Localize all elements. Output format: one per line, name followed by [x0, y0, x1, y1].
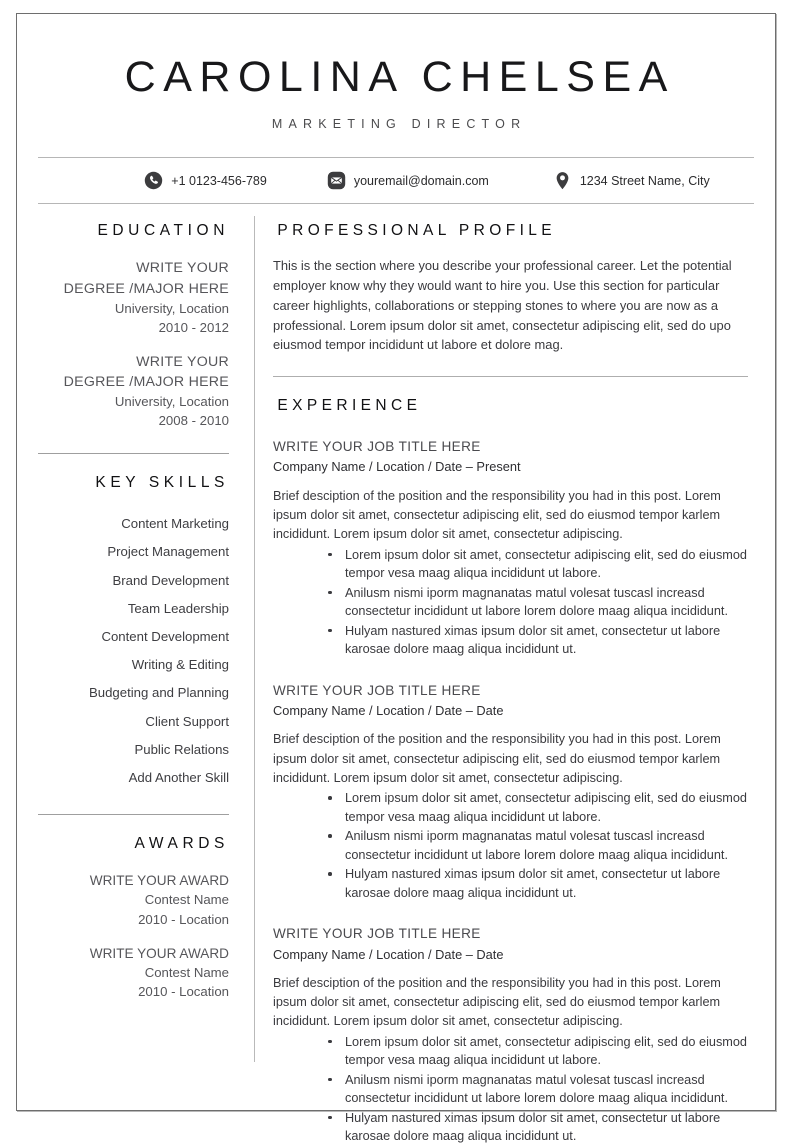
job-meta: Company Name / Location / Date – Date: [273, 946, 504, 962]
skill-item: Budgeting and Planning: [88, 685, 229, 701]
job-description: Brief desciption of the position and the responsibility you had in this post. Lorem ipsum dolor sit amet, consectetur adipiscing elit, sed do eiusmod tempor karlem incididunt. Lorem ipsum dolor sit amet, consectetur adipiscing.: [273, 975, 721, 1029]
education-entry: [38, 352, 229, 431]
award-title: WRITE YOUR AWARD: [89, 945, 229, 961]
job-description: Brief desciption of the position and the responsibility you had in this post. Lorem ipsum dolor sit amet, consectetur adipiscing elit, sed do eiusmod tempor karlem incididunt. Lorem ipsum dolor sit amet, consectetur adipiscing.: [273, 488, 721, 542]
experience-heading: EXPERIENCE: [277, 397, 422, 415]
sidebar-divider: [38, 453, 229, 454]
job-bullet: Lorem ipsum dolor sit amet, consectetur adipiscing elit, sed do eiusmod tempor vesa maag aliqua incididunt ut labore.: [328, 789, 748, 826]
job-bullet-list: [273, 1033, 748, 1146]
job-bullet: Hulyam nastured ximas ipsum dolor sit amet, consectetur ut labore karosae dolore maag aliqua incididunt ut.: [328, 622, 748, 659]
education-line2: DEGREE /MAJOR HERE: [63, 374, 229, 391]
contact-email-text: youremail@domain.com: [353, 173, 489, 188]
job-title: WRITE YOUR JOB TITLE HERE: [273, 439, 481, 455]
awards-heading: AWARDS: [134, 834, 229, 852]
job-bullet-list: [273, 546, 748, 659]
resume-header: [38, 14, 754, 131]
location-pin-icon: [553, 171, 572, 190]
education-institution: University, Location: [114, 300, 229, 316]
job-bullet: Hulyam nastured ximas ipsum dolor sit amet, consectetur ut labore karosae dolore maag aliqua incididunt ut.: [328, 865, 748, 902]
main-column: [255, 204, 754, 1144]
award-contest: Contest Name: [144, 965, 229, 981]
education-dates: 2010 - 2012: [158, 319, 229, 335]
job-meta: Company Name / Location / Date – Date: [273, 703, 504, 719]
section-education: [38, 222, 229, 430]
experience-entry: [273, 925, 748, 1146]
award-contest: Contest Name: [144, 892, 229, 908]
experience-entry: [273, 438, 748, 659]
education-dates: 2008 - 2010: [158, 413, 229, 429]
key-skills-heading: KEY SKILLS: [95, 473, 229, 491]
education-line1: WRITE YOUR: [136, 260, 229, 277]
profile-heading: PROFESSIONAL PROFILE: [277, 222, 557, 240]
education-line2: DEGREE /MAJOR HERE: [63, 280, 229, 297]
skill-item: Team Leadership: [127, 600, 229, 616]
contact-address[interactable]: [513, 171, 734, 190]
section-experience: [273, 397, 748, 1146]
job-bullet: Anilusm nismi iporm magnanatas matul volesat tuscasl increasd consectetur incididunt ut labore lorem dolore maag aliqua incididunt.: [328, 1071, 748, 1108]
education-institution: University, Location: [114, 394, 229, 410]
job-description: Brief desciption of the position and the responsibility you had in this post. Lorem ipsum dolor sit amet, consectetur adipiscing elit, sed do eiusmod tempor karlem incididunt. Lorem ipsum dolor sit amet, consectetur adipiscing.: [273, 732, 721, 785]
skill-item: Brand Development: [112, 572, 229, 588]
job-bullet: Anilusm nismi iporm magnanatas matul volesat tuscasl increasd consectetur incididunt ut labore lorem dolore maag aliqua incididunt.: [328, 827, 748, 864]
education-heading: EDUCATION: [97, 222, 229, 240]
job-bullet-list: [273, 789, 748, 902]
main-divider: [273, 376, 748, 377]
skill-item: Client Support: [145, 713, 229, 729]
job-meta: Company Name / Location / Date – Present: [273, 459, 521, 475]
contact-phone[interactable]: [58, 171, 291, 190]
resume-page: [16, 13, 776, 1144]
job-bullet: Anilusm nismi iporm magnanatas matul volesat tuscasl increasd consectetur incididunt ut labore lorem dolore maag aliqua incididunt.: [328, 584, 748, 621]
job-title: WRITE YOUR JOB TITLE HERE: [273, 682, 481, 698]
award-dates: 2010 - Location: [138, 911, 229, 927]
resume-body: [38, 204, 754, 1144]
job-bullet: Lorem ipsum dolor sit amet, consectetur adipiscing elit, sed do eiusmod tempor vesa maag aliqua incididunt ut labore.: [328, 1033, 748, 1070]
contact-bar: [38, 157, 754, 204]
award-entry: [38, 944, 229, 1002]
skill-item: Content Development: [101, 628, 229, 644]
education-line1: WRITE YOUR: [136, 354, 229, 371]
contact-address-text: 1234 Street Name, City: [579, 173, 710, 188]
contact-phone-text: +1 0123-456-789: [171, 173, 267, 188]
job-bullet: Hulyam nastured ximas ipsum dolor sit amet, consectetur ut labore karosae dolore maag aliqua incididunt ut.: [328, 1109, 748, 1146]
education-entry: [38, 258, 229, 337]
profile-text: This is the section where you describe your professional career. Let the potential employer know why they would want to hire you. Use this section for particular career highlights, collaborations or stepping stones to where you are now as a professional. Lorem ipsum dolor sit amet, consectetur adipiscing elit, sed do upo eiusmod tempor incididunt ut labore et dolore mag.: [273, 258, 732, 353]
sidebar-divider: [38, 814, 229, 815]
skill-item: Add Another Skill: [128, 769, 229, 785]
phone-icon: [144, 171, 163, 190]
section-awards: [38, 835, 229, 1002]
sidebar: [38, 204, 234, 1084]
section-key-skills: [38, 474, 229, 792]
skill-item: Project Management: [107, 544, 229, 560]
award-entry: [38, 871, 229, 929]
job-title: WRITE YOUR JOB TITLE HERE: [273, 926, 481, 942]
candidate-role: MARKETING DIRECTOR: [271, 117, 527, 132]
candidate-name: CAROLINA CHELSEA: [124, 53, 675, 101]
section-professional-profile: [273, 222, 748, 355]
email-icon: [327, 171, 346, 190]
award-title: WRITE YOUR AWARD: [89, 872, 229, 888]
job-bullet: Lorem ipsum dolor sit amet, consectetur adipiscing elit, sed do eiusmod tempor vesa maag aliqua incididunt ut labore.: [328, 546, 748, 583]
skill-item: Writing & Editing: [131, 657, 229, 673]
skill-item: Public Relations: [134, 741, 229, 757]
award-dates: 2010 - Location: [138, 984, 229, 1000]
experience-entry: [273, 682, 748, 903]
contact-email[interactable]: [291, 171, 513, 190]
skill-item: Content Marketing: [121, 516, 229, 532]
